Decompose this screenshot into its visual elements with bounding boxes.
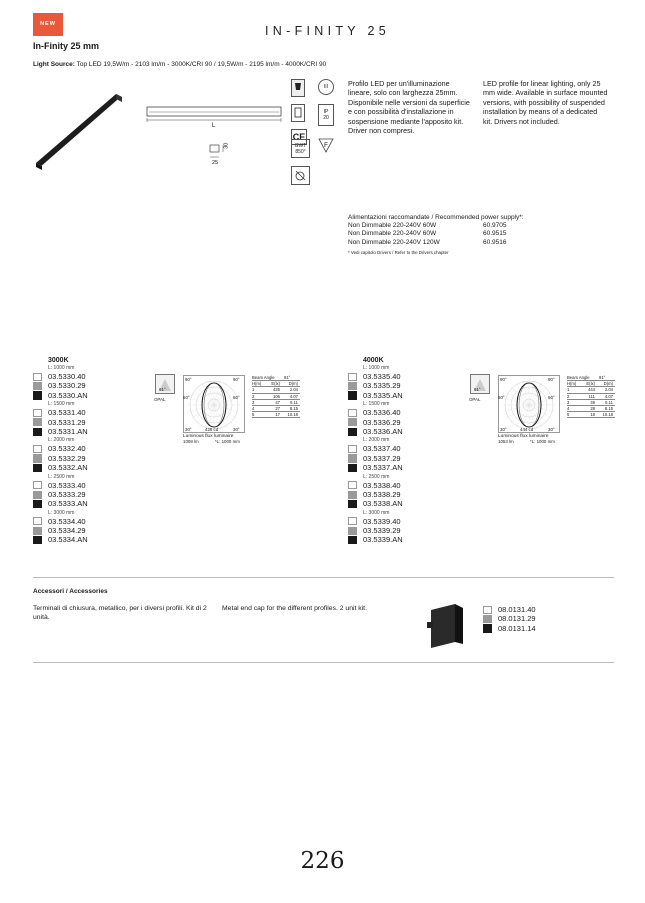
code-text: 03.5330.40 — [48, 372, 86, 381]
light-source-label: Light Source: — [33, 61, 75, 68]
table-row: 1 444 2.04 — [567, 387, 613, 393]
dimmable-icon — [291, 166, 310, 185]
code-text: 03.5334.AN — [48, 535, 88, 545]
polar-angle-90-right: 90° — [548, 377, 555, 382]
code-text: 03.5338.29 — [363, 489, 401, 499]
table-row: 5 18 10.18 — [567, 412, 613, 418]
length-label: L: 1000 mm — [48, 365, 75, 371]
color-swatch-black — [33, 464, 42, 472]
length-label: L: 3000 mm — [48, 509, 75, 516]
polar-angle-30-left: 30° — [500, 427, 507, 432]
power-supply-note: * Vedi capitolo Drivers / Refer to the Drivers chapter — [348, 249, 449, 255]
code-row — [348, 444, 618, 453]
code-text: 03.5336.40 — [363, 408, 401, 418]
code-row — [348, 454, 618, 463]
light-source-text: Top LED 19,5W/m - 2103 lm/m - 3000K/CRI 90 / 19,5W/m - 2195 lm/m - 4000K/CRI 90 — [76, 61, 327, 68]
table-row: 1 425 2.04 — [252, 387, 298, 393]
code-text: 03.5333.AN — [48, 499, 88, 509]
polar-diagram — [183, 375, 245, 433]
color-swatch-grey — [348, 491, 357, 499]
length-label: L: 3000 mm — [363, 509, 390, 516]
accessories-text-en: Metal end cap for the different profiles. 2 unit kit. — [222, 605, 367, 612]
table-head: Beam Angle 91° — [567, 375, 615, 381]
f-mark-text: F — [324, 143, 328, 149]
code-text: 03.5339.AN — [363, 535, 403, 545]
color-swatch-black — [33, 536, 42, 544]
code-text: 03.5339.40 — [363, 516, 401, 526]
code-row — [33, 418, 303, 427]
power-supply-row: Non Dimmable 220-240V 120W 60.9516 — [348, 238, 507, 246]
polar-diagram — [498, 375, 560, 433]
polar-angle-60-left: 60° — [183, 395, 190, 400]
color-swatch-black — [348, 391, 357, 399]
color-swatch-white — [483, 606, 492, 614]
color-swatch-grey — [33, 418, 42, 426]
code-text: 03.5332.40 — [48, 444, 86, 454]
polar-angle-30-left: 30° — [185, 427, 192, 432]
beam-angle: 91° — [159, 387, 166, 392]
color-swatch-black — [33, 391, 42, 399]
color-swatch-grey — [348, 418, 357, 426]
color-swatch-grey — [348, 454, 357, 462]
code-row — [348, 535, 618, 544]
product-title: In-Finity 25 mm — [33, 41, 100, 51]
polar-peak-cd: 425 cd — [205, 427, 219, 432]
color-swatch-black — [33, 500, 42, 508]
flux-length: *L: 1000 mm — [530, 439, 555, 444]
class-iii-icon: III — [318, 79, 334, 95]
code-text: 03.5334.29 — [48, 526, 86, 536]
variant-4000k — [348, 357, 618, 567]
code-text: 03.5331.29 — [48, 417, 86, 427]
led-type-icon — [291, 104, 305, 122]
description-en: LED profile for linear lighting, only 25 mm wide. Available in surface mounted versions, with possibility of suspended installation by means of a dedicated kit. Drivers not included. — [483, 79, 608, 126]
code-row — [33, 444, 303, 453]
series-title: IN-FINITY 25 — [265, 24, 390, 38]
code-text: 03.5331.AN — [48, 426, 88, 436]
length-label: L: 2000 mm — [363, 437, 390, 444]
illuminance-table — [252, 375, 300, 418]
product-photo — [32, 88, 124, 170]
width-label: 25 — [212, 160, 219, 166]
polar-angle-30-right: 30° — [548, 427, 555, 432]
diffuser-label: OPAL — [154, 397, 166, 402]
code-text: 03.5336.29 — [363, 417, 401, 427]
code-text: 03.5335.40 — [363, 372, 401, 381]
code-row — [348, 526, 618, 535]
accessories-codes — [483, 605, 536, 633]
code-text: 03.5337.40 — [363, 444, 401, 454]
table-head: Beam Angle 91° — [252, 375, 300, 381]
table-row: 2 111 4.07 — [567, 393, 613, 399]
variant-3000k — [33, 357, 303, 567]
color-swatch-black — [348, 500, 357, 508]
cct-label: 4000K — [363, 357, 384, 364]
polar-angle-30-right: 30° — [233, 427, 240, 432]
f-mark-icon — [318, 137, 334, 153]
illuminance-table — [567, 375, 615, 418]
table-row: 3 47 6.11 — [252, 399, 298, 405]
polar-angle-90-left: 90° — [185, 377, 192, 382]
code-row — [33, 517, 303, 526]
code-text: 03.5337.29 — [363, 453, 401, 463]
height-label: 30 — [223, 142, 230, 149]
code-text: 08.0131.14 — [498, 623, 536, 633]
ip20-icon: IP 20 — [318, 104, 334, 126]
color-swatch-white — [348, 445, 357, 453]
code-row — [348, 499, 618, 508]
code-text: 03.5335.29 — [363, 381, 401, 391]
polar-angle-60-right: 60° — [233, 395, 240, 400]
color-swatch-white — [33, 481, 42, 489]
color-swatch-grey — [348, 527, 357, 535]
code-row — [348, 481, 618, 490]
color-swatch-white — [33, 445, 42, 453]
color-swatch-black — [348, 536, 357, 544]
length-label: L: 2000 mm — [48, 437, 75, 444]
polar-angle-90-left: 90° — [500, 377, 507, 382]
code-row — [483, 624, 536, 633]
length-label: L: 1500 mm — [363, 401, 390, 408]
color-swatch-white — [348, 481, 357, 489]
color-swatch-grey — [348, 382, 357, 390]
code-row — [33, 526, 303, 535]
light-source-line — [33, 61, 326, 68]
code-row — [348, 418, 618, 427]
accessories-title: Accessori / Accessories — [33, 588, 108, 595]
code-row — [483, 614, 536, 623]
ce-mark-icon: CE — [291, 129, 307, 145]
table-row: 5 17 10.18 — [252, 412, 298, 418]
diffuser-label: OPAL — [469, 397, 481, 402]
new-badge: NEW — [33, 13, 63, 36]
code-row — [348, 463, 618, 472]
code-text: 03.5335.AN — [363, 390, 403, 400]
power-supply-row: Non Dimmable 220-240V 60W 60.9705 — [348, 222, 507, 230]
table-columns: H(m) E(lx) D(m) — [567, 381, 613, 387]
divider — [33, 577, 614, 578]
code-row — [348, 490, 618, 499]
end-cap-photo — [425, 602, 470, 650]
code-text: 03.5332.29 — [48, 453, 86, 463]
code-row — [33, 454, 303, 463]
code-row — [33, 490, 303, 499]
color-swatch-white — [348, 517, 357, 525]
length-label: L: 2500 mm — [363, 473, 390, 480]
flux-value: 1008 lm — [183, 439, 199, 444]
code-text: 03.5333.29 — [48, 489, 86, 499]
code-text: 08.0131.40 — [498, 605, 536, 614]
power-supply-title: Alimentazioni raccomandate / Recommended power supply*: — [348, 214, 524, 221]
polar-peak-cd: 444 cd — [520, 427, 534, 432]
color-swatch-grey — [483, 615, 492, 623]
flux-length: *L: 1000 mm — [215, 439, 240, 444]
power-supply-row: Non Dimmable 220-240V 60W 60.9515 — [348, 230, 507, 238]
code-text: 03.5331.40 — [48, 408, 86, 418]
code-row — [348, 517, 618, 526]
code-row — [33, 481, 303, 490]
polar-angle-60-right: 60° — [548, 395, 555, 400]
divider — [33, 662, 614, 663]
table-row: 3 49 6.11 — [567, 399, 613, 405]
code-text: 03.5330.AN — [48, 390, 88, 400]
cct-label: 3000K — [48, 357, 69, 364]
color-swatch-black — [483, 624, 492, 632]
code-text: 08.0131.29 — [498, 614, 536, 624]
code-row — [33, 463, 303, 472]
color-swatch-white — [33, 517, 42, 525]
code-text: 03.5339.29 — [363, 526, 401, 536]
code-text: 03.5333.40 — [48, 480, 86, 490]
table-row: 2 106 4.07 — [252, 393, 298, 399]
description-it: Profilo LED per un'illuminazione lineare, solo con larghezza 25mm. Disponibile nelle versioni da superficie e con possibilità d'installazione in sospensione mediante l'apposito kit. Driver non compresi. — [348, 79, 470, 136]
code-row — [33, 535, 303, 544]
color-swatch-grey — [33, 527, 42, 535]
flux-label: Luminous flux luminaire — [498, 434, 549, 439]
code-text: 03.5338.AN — [363, 499, 403, 509]
beam-angle: 91° — [474, 387, 481, 392]
color-swatch-white — [33, 373, 42, 381]
power-supply-block — [348, 214, 524, 257]
flux-label: Luminous flux luminaire — [183, 434, 234, 439]
code-text: 03.5337.AN — [363, 463, 403, 473]
code-row — [348, 427, 618, 436]
length-label: L — [212, 123, 216, 129]
color-swatch-grey — [33, 454, 42, 462]
color-swatch-black — [348, 464, 357, 472]
polar-angle-60-left: 60° — [498, 395, 505, 400]
table-columns: H(m) E(lx) D(m) — [252, 381, 298, 387]
color-swatch-grey — [33, 382, 42, 390]
color-swatch-black — [348, 428, 357, 436]
code-text: 03.5336.AN — [363, 426, 403, 436]
code-row — [483, 605, 536, 614]
page-number: 226 — [300, 848, 345, 874]
gwt-icon: GWT 850° — [291, 139, 310, 158]
table-row: 4 27 8.15 — [252, 406, 298, 412]
code-text: 03.5334.40 — [48, 516, 86, 526]
color-swatch-white — [33, 409, 42, 417]
flux-value: 1053 lm — [498, 439, 514, 444]
polar-angle-90-right: 90° — [233, 377, 240, 382]
color-swatch-black — [33, 428, 42, 436]
code-text: 03.5330.29 — [48, 381, 86, 391]
length-label: L: 2500 mm — [48, 473, 75, 480]
accessories-text-it: Terminali di chiusura, metallico, per i diversi profili. Kit di 2 unità. — [33, 605, 207, 621]
color-swatch-grey — [33, 491, 42, 499]
code-row — [33, 499, 303, 508]
code-text: 03.5338.40 — [363, 480, 401, 490]
table-row: 4 28 8.15 — [567, 406, 613, 412]
length-label: L: 1000 mm — [363, 365, 390, 371]
recessed-icon — [291, 79, 305, 97]
length-label: L: 1500 mm — [48, 401, 75, 408]
code-row — [33, 427, 303, 436]
color-swatch-white — [348, 409, 357, 417]
code-text: 03.5332.AN — [48, 463, 88, 473]
technical-drawing — [145, 100, 285, 180]
color-swatch-white — [348, 373, 357, 381]
